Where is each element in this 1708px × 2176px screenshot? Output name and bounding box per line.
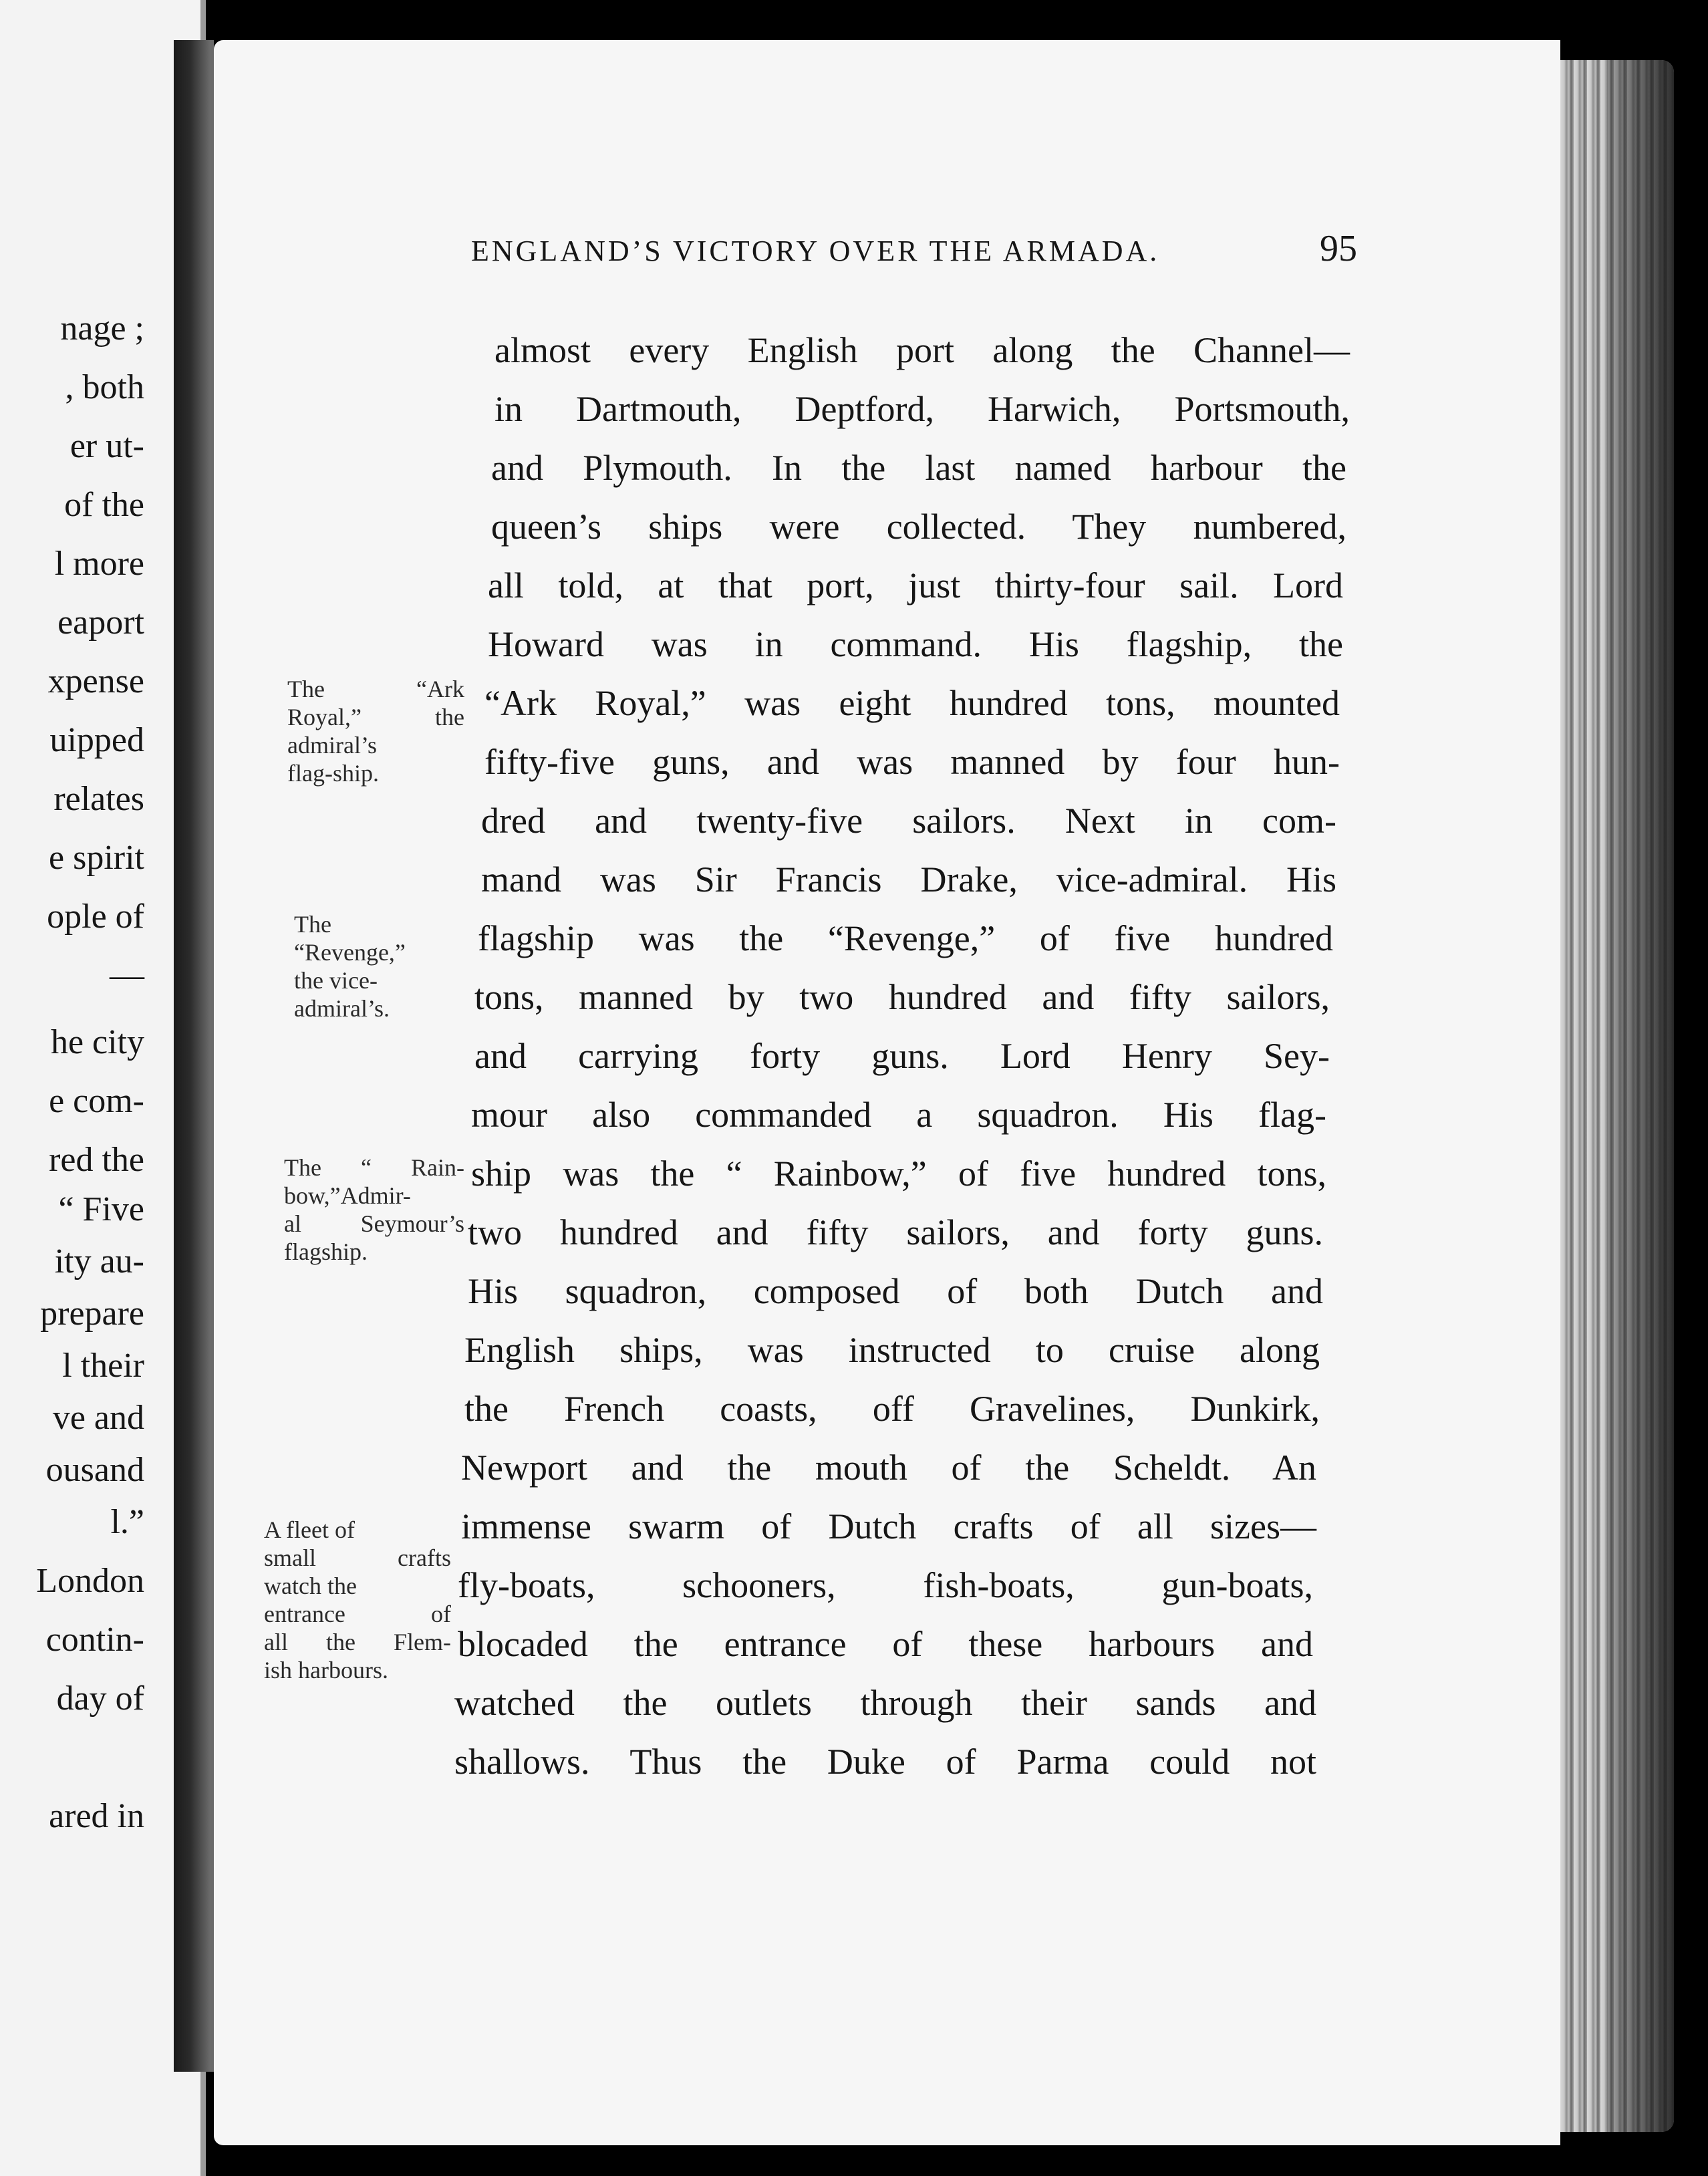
left-page-line: “ Five [58, 1190, 144, 1228]
page-edges [1560, 60, 1674, 2132]
margin-note-fleet [264, 1516, 451, 1684]
margin-note-line: The “Ark [287, 676, 464, 702]
body-line: Howard was in command. His flagship, the [488, 624, 1343, 664]
left-page-line: London [36, 1562, 144, 1600]
left-page-line: ity au- [54, 1242, 144, 1280]
body-line: the French coasts, off Gravelines, Dunkirk, [464, 1389, 1320, 1429]
left-page-line: uipped [49, 721, 144, 759]
body-line: shallows. Thus the Duke of Parma could not [454, 1742, 1316, 1782]
margin-note-ark-royal [287, 675, 464, 787]
body-line: English ships, was instructed to cruise along [464, 1330, 1320, 1370]
left-page-line: nage ; [60, 309, 144, 348]
margin-note-line: entrance of [264, 1601, 451, 1627]
margin-note-line: “Revenge,” [294, 939, 406, 966]
margin-note-line: admiral’s [287, 732, 377, 759]
body-line: immense swarm of Dutch crafts of all sizes— [461, 1506, 1316, 1546]
left-page-line: e com- [49, 1082, 144, 1120]
left-page-line: contin- [45, 1621, 144, 1659]
body-line: Newport and the mouth of the Scheldt. An [461, 1448, 1316, 1488]
body-line: all told, at that port, just thirty-four sail. Lord [488, 565, 1343, 605]
margin-note-line: al Seymour’s [284, 1210, 464, 1237]
body-line: mand was Sir Francis Drake, vice-admiral. His [481, 859, 1336, 900]
left-page-line: he city [50, 1023, 144, 1061]
body-line: and carrying forty guns. Lord Henry Sey- [474, 1036, 1330, 1076]
body-line: mour also commanded a squadron. His flag- [471, 1095, 1326, 1135]
left-page-line: er ut- [69, 427, 144, 465]
left-page-line: day of [56, 1679, 144, 1718]
body-line: two hundred and fifty sailors, and forty guns. [468, 1212, 1323, 1252]
left-page-line: l more [54, 545, 144, 583]
margin-note-line: ish harbours. [264, 1657, 388, 1683]
margin-note-line: flag-ship. [287, 760, 379, 787]
left-page-line: ve and [52, 1399, 144, 1437]
left-page-line: ousand [45, 1451, 144, 1489]
left-page-line: , both [65, 368, 144, 406]
left-page-line: l.” [110, 1503, 144, 1541]
body-line: dred and twenty-five sailors. Next in com- [481, 801, 1336, 841]
body-line: His squadron, composed of both Dutch and [468, 1271, 1323, 1311]
body-line: almost every English port along the Channel— [494, 330, 1350, 370]
body-line: in Dartmouth, Deptford, Harwich, Portsmouth, [494, 389, 1350, 429]
margin-note-line: flagship. [284, 1238, 368, 1265]
body-line: “Ark Royal,” was eight hundred tons, mounted [484, 683, 1340, 723]
body-line: flagship was the “Revenge,” of five hundred [478, 918, 1333, 958]
book-gutter [174, 40, 214, 2072]
body-line: fly-boats, schooners, fish-boats, gun-boats, [458, 1565, 1313, 1605]
margin-note-line: the vice- [294, 967, 378, 994]
margin-note-line: A fleet of [264, 1516, 355, 1543]
left-page-line: of the [64, 486, 144, 524]
margin-note-line: watch the [264, 1573, 357, 1599]
left-page-line: xpense [47, 662, 144, 700]
margin-note-rainbow [284, 1153, 464, 1266]
margin-note-line: bow,”Admir- [284, 1182, 411, 1209]
margin-note-line: The “ Rain- [284, 1154, 464, 1181]
body-line: fifty-five guns, and was manned by four hun- [484, 742, 1340, 782]
left-page-line: — [110, 956, 144, 994]
margin-note-line: all the Flem- [264, 1629, 451, 1655]
body-line: tons, manned by two hundred and fifty sailors, [474, 977, 1330, 1017]
margin-note-line: admiral’s. [294, 995, 390, 1022]
body-line: blocaded the entrance of these harbours and [458, 1624, 1313, 1664]
body-text [454, 321, 1350, 1791]
left-page-line: relates [53, 780, 144, 818]
left-page-line: prepare [40, 1295, 144, 1333]
body-line: and Plymouth. In the last named harbour the [491, 448, 1346, 488]
margin-note-revenge [294, 910, 464, 1023]
running-head: ENGLAND’S VICTORY OVER THE ARMADA. [471, 235, 1160, 267]
page-number: 95 [1320, 228, 1357, 269]
margin-note-line: small crafts [264, 1544, 451, 1571]
margin-note-line: Royal,” the [287, 704, 464, 730]
left-page-line: ared in [49, 1797, 144, 1835]
left-page-line: l their [62, 1347, 144, 1385]
left-page-line: ople of [47, 898, 144, 936]
left-page-line: e spirit [49, 839, 144, 877]
left-page-line: eaport [57, 603, 144, 642]
body-line: watched the outlets through their sands and [454, 1683, 1316, 1723]
margin-note-line: The [294, 911, 331, 938]
left-page-line: red the [49, 1141, 144, 1179]
body-line: queen’s ships were collected. They numbered, [491, 507, 1346, 547]
body-line: ship was the “ Rainbow,” of five hundred tons, [471, 1153, 1326, 1194]
